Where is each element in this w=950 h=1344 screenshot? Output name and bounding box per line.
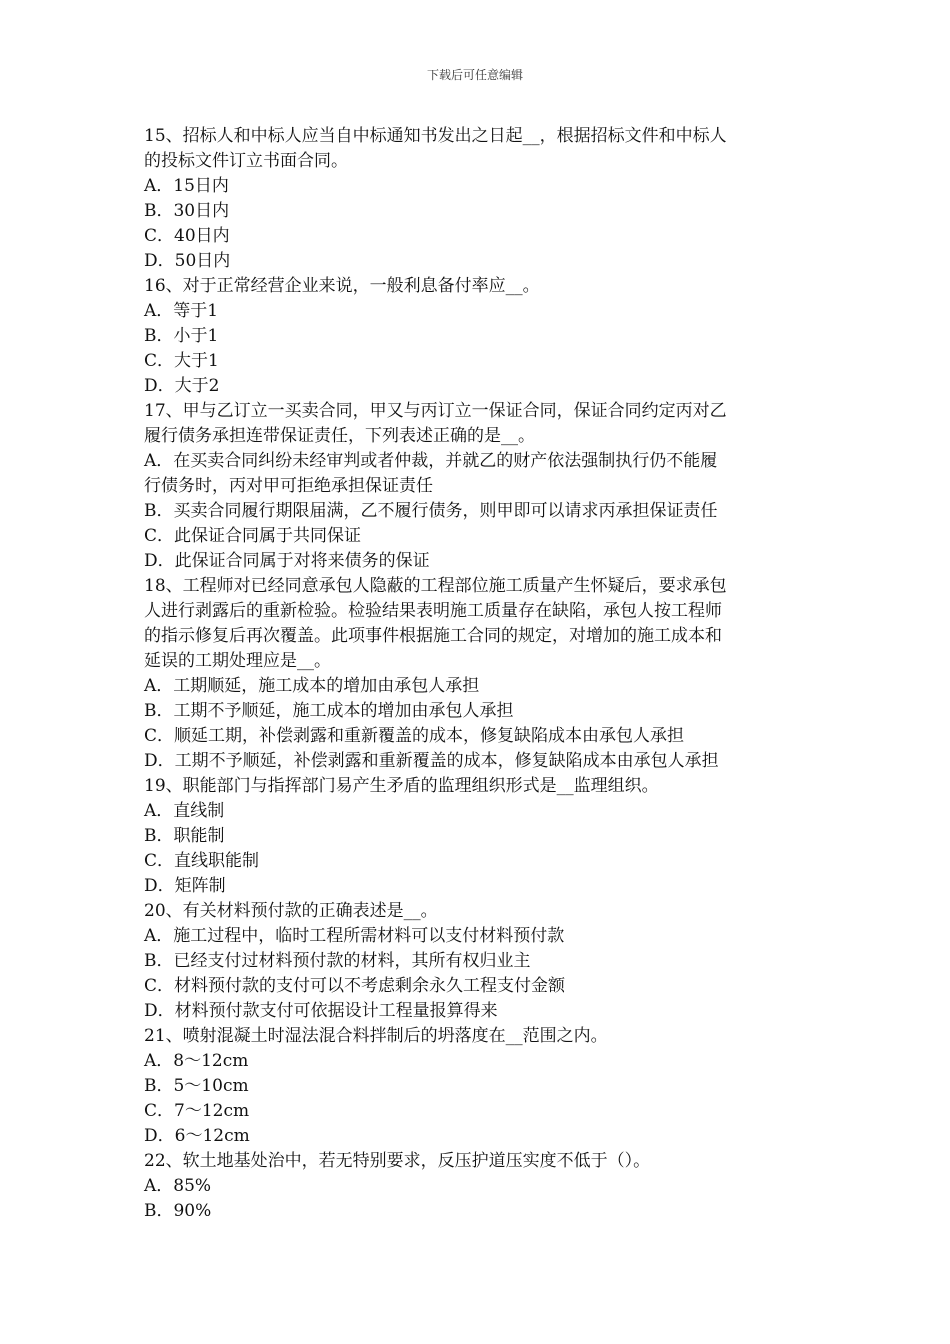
question-stem-line: 的投标文件订立书面合同。 [144, 151, 348, 171]
answer-option-line: C．7～12cm [144, 1101, 250, 1121]
question-stem-line: 19、职能部门与指挥部门易产生矛盾的监理组织形式是__监理组织。 [144, 776, 659, 796]
question-stem-line: 18、工程师对已经同意承包人隐蔽的工程部位施工质量产生怀疑后，要求承包 [144, 576, 727, 596]
question-item [144, 124, 814, 274]
question-stem-line: 的指示修复后再次覆盖。此项事件根据施工合同的规定，对增加的施工成本和 [144, 626, 722, 646]
answer-option-line: A．工期顺延，施工成本的增加由承包人承担 [144, 676, 480, 696]
page-header: 下载后可任意编辑 [426, 68, 523, 82]
answer-option-line: D．6～12cm [144, 1126, 250, 1146]
question-item [144, 399, 814, 574]
answer-option-line: A．85% [144, 1176, 212, 1196]
answer-option-line: C．此保证合同属于共同保证 [144, 526, 362, 546]
question-stem-line: 15、招标人和中标人应当自中标通知书发出之日起__，根据招标文件和中标人 [144, 126, 727, 146]
question-stem-line: 延误的工期处理应是__。 [144, 651, 331, 671]
answer-option-line: C．顺延工期，补偿剥露和重新覆盖的成本，修复缺陷成本由承包人承担 [144, 726, 685, 746]
answer-option-line: C．40日内 [144, 226, 230, 246]
answer-option-line: A．8～12cm [144, 1051, 249, 1071]
answer-option-line: A．施工过程中，临时工程所需材料可以支付材料预付款 [144, 926, 565, 946]
question-stem-line: 16、对于正常经营企业来说，一般利息备付率应__。 [144, 276, 540, 296]
question-item [144, 1149, 814, 1224]
answer-option-line: B．90% [144, 1201, 212, 1221]
question-stem-line: 22、软土地基处治中，若无特别要求，反压护道压实度不低于（）。 [144, 1151, 651, 1171]
question-stem-line: 人进行剥露后的重新检验。检验结果表明施工质量存在缺陷，承包人按工程师 [144, 601, 722, 621]
question-stem-line: 履行债务承担连带保证责任，下列表述正确的是__。 [144, 426, 535, 446]
question-item [144, 899, 814, 1024]
answer-option-line: D．工期不予顺延，补偿剥露和重新覆盖的成本，修复缺陷成本由承包人承担 [144, 751, 719, 771]
answer-option-line: A．直线制 [144, 801, 225, 821]
question-item [144, 1024, 814, 1149]
answer-option-line: A．15日内 [144, 176, 229, 196]
answer-option-line: B．工期不予顺延，施工成本的增加由承包人承担 [144, 701, 514, 721]
answer-option-line: C．直线职能制 [144, 851, 260, 871]
question-item [144, 274, 814, 399]
answer-option-line: C．材料预付款的支付可以不考虑剩余永久工程支付金额 [144, 976, 566, 996]
question-item [144, 574, 814, 774]
answer-option-line: C．大于1 [144, 351, 219, 371]
answer-option-line: D．矩阵制 [144, 876, 226, 896]
answer-option-line: D．50日内 [144, 251, 231, 271]
answer-option-line: D．此保证合同属于对将来债务的保证 [144, 551, 430, 571]
answer-option-line: B．小于1 [144, 326, 219, 346]
answer-option-line: D．材料预付款支付可依据设计工程量报算得来 [144, 1001, 498, 1021]
question-list [144, 124, 814, 1224]
answer-option-line: 行债务时，丙对甲可拒绝承担保证责任 [144, 476, 433, 496]
answer-option-line: B．5～10cm [144, 1076, 249, 1096]
answer-option-line: B．买卖合同履行期限届满，乙不履行债务，则甲即可以请求丙承担保证责任 [144, 501, 718, 521]
answer-option-line: B．职能制 [144, 826, 225, 846]
question-stem-line: 17、甲与乙订立一买卖合同，甲又与丙订立一保证合同，保证合同约定丙对乙 [144, 401, 727, 421]
answer-option-line: A．在买卖合同纠纷未经审判或者仲裁，并就乙的财产依法强制执行仍不能履 [144, 451, 718, 471]
question-item [144, 774, 814, 899]
question-stem-line: 21、喷射混凝土时湿法混合料拌制后的坍落度在__范围之内。 [144, 1026, 608, 1046]
question-stem-line: 20、有关材料预付款的正确表述是__。 [144, 901, 438, 921]
answer-option-line: B．已经支付过材料预付款的材料，其所有权归业主 [144, 951, 531, 971]
answer-option-line: A．等于1 [144, 301, 219, 321]
answer-option-line: D．大于2 [144, 376, 220, 396]
answer-option-line: B．30日内 [144, 201, 230, 221]
